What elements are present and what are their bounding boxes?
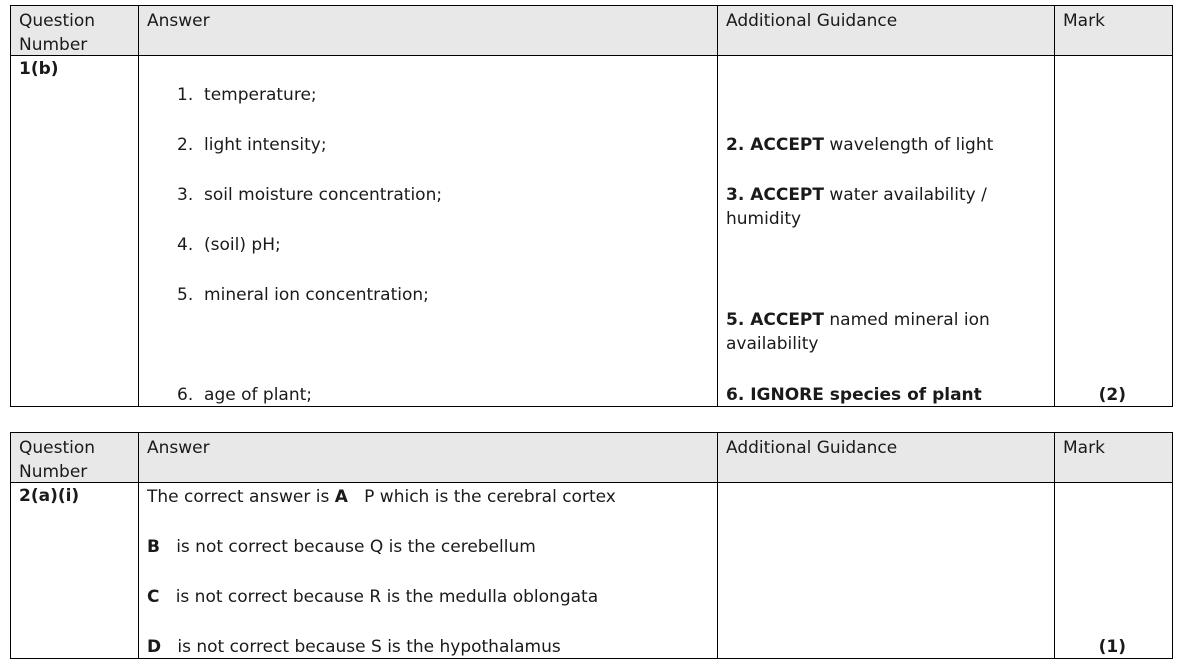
answer-item [177,233,281,257]
answer-item [177,283,429,307]
guidance-keyword: 6. IGNORE species of plant [726,385,982,405]
answer-intro: The correct answer is [147,487,330,507]
answer-item-text: age of plant; [204,385,313,405]
answer-item-number: 1. [177,85,194,105]
mark-value: (2) [1098,385,1126,405]
distractor-text: is not correct because Q is the cerebellum [176,537,536,557]
header-guidance: Additional Guidance [718,433,1055,482]
guidance-text: named mineral ion availability [726,310,990,354]
answer-item-text: light intensity; [204,135,327,155]
answer-item-text: soil moisture concentration; [204,185,443,205]
guidance-item [726,383,982,407]
answer-item [177,183,442,207]
question-number: 2(a)(i) [11,483,139,658]
header-guidance: Additional Guidance [718,6,1055,55]
table-header-row [11,433,1172,483]
question-number: 1(b) [11,56,139,406]
distractor-letter: C [147,587,160,607]
distractor-line [147,585,598,609]
guidance-keyword: 3. ACCEPT [726,185,824,205]
answer-item-text: temperature; [204,85,317,105]
distractor-line [147,635,561,659]
header-mark: Mark [1063,438,1105,458]
answer-item-number: 6. [177,385,194,405]
mark-value: (1) [1098,637,1126,657]
header-question-number: Question Number [11,6,139,55]
guidance-text: wavelength of light [823,135,994,155]
correct-answer-line [147,485,616,509]
guidance-keyword: 5. ACCEPT [726,310,824,330]
answer-cell [139,56,718,406]
answer-item-number: 2. [177,135,194,155]
header-question-number: Question Number [11,433,139,482]
distractor-letter: B [147,537,160,557]
guidance-text: water availability / humidity [726,185,987,229]
mark-cell [1055,56,1172,406]
guidance-keyword: 2. ACCEPT [726,135,824,155]
table-body-row [11,56,1172,406]
distractor-text: is not correct because S is the hypothalamus [177,637,561,657]
answer-item-number: 5. [177,285,194,305]
answer-item-text: (soil) pH; [204,235,281,255]
guidance-item [726,133,993,157]
table-body-row [11,483,1172,658]
header-answer: Answer [139,433,718,482]
answer-item [177,383,312,407]
answer-cell [139,483,718,658]
mark-scheme-table-2 [10,432,1173,659]
answer-rest: P which is the cerebral cortex [364,487,616,507]
answer-item [177,133,327,157]
header-mark: Mark [1063,11,1105,31]
guidance-item [726,183,1026,231]
distractor-text: is not correct because R is the medulla oblongata [175,587,599,607]
header-answer: Answer [139,6,718,55]
answer-item-text: mineral ion concentration; [204,285,429,305]
mark-scheme-table-1 [10,5,1173,407]
answer-item-number: 4. [177,235,194,255]
table-header-row [11,6,1172,56]
guidance-cell [718,483,1055,658]
guidance-cell [718,56,1055,406]
distractor-line [147,535,536,559]
answer-item [177,83,317,107]
answer-letter: A [334,487,348,507]
distractor-letter: D [147,637,162,657]
answer-item-number: 3. [177,185,194,205]
mark-cell [1055,483,1172,658]
guidance-item [726,308,1026,356]
